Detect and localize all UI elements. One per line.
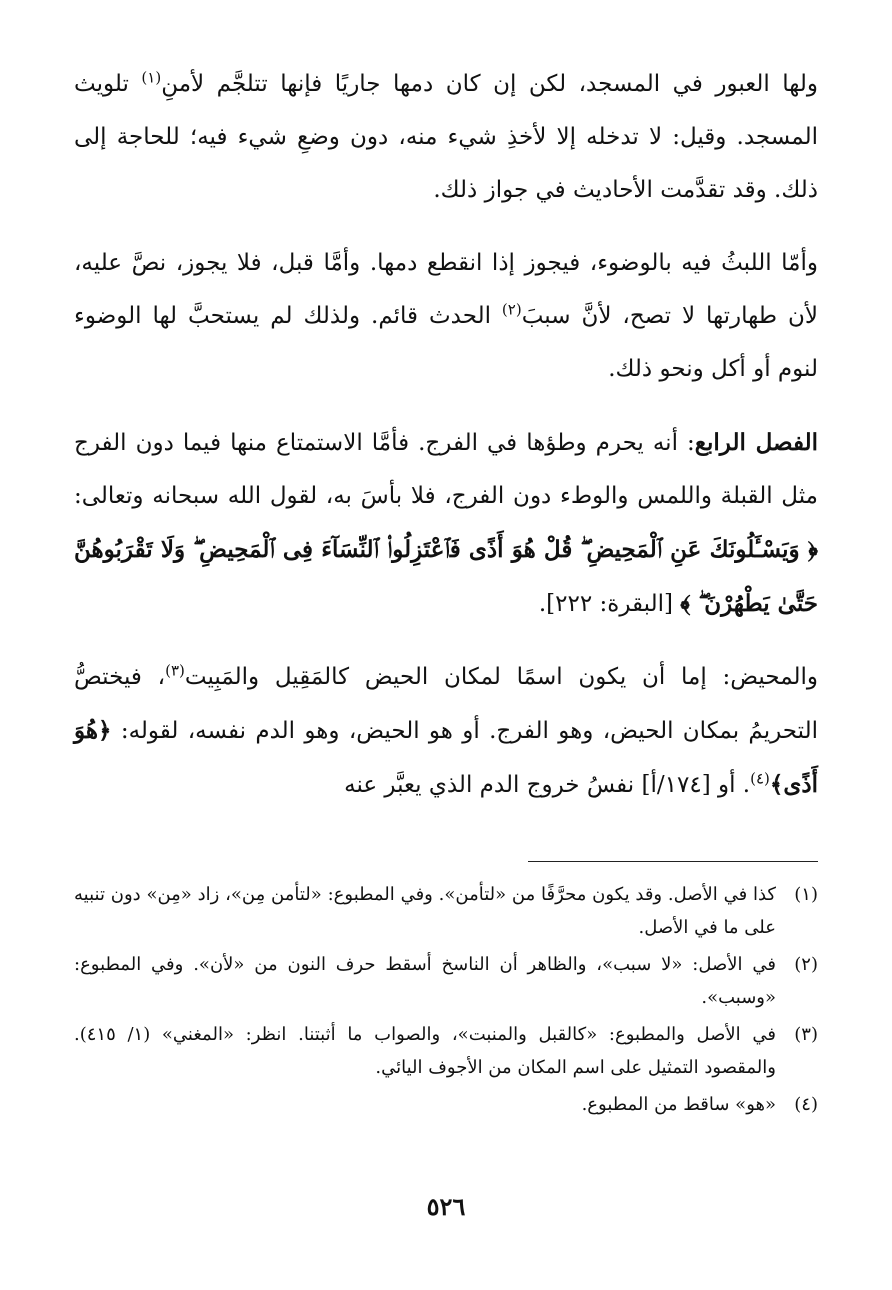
footnotes <box>74 878 818 1125</box>
footnote-number: (١) <box>794 884 818 905</box>
quran-quote: ﴿هُوَ أَذًى﴾ <box>74 717 818 798</box>
footnote-text: في الأصل: «لا سبب»، والظاهر أن الناسخ أسقط حرف النون من «لأن». وفي المطبوع: «وسبب». <box>74 954 776 1008</box>
paragraph-3 <box>74 416 818 631</box>
footnote-text: «هو» ساقط من المطبوع. <box>581 1094 776 1115</box>
paragraph-1-text-b: تلويث المسجد. وقيل: لا تدخله إلا لأخذِ شيء منه، دون وضعِ شيء فيه؛ للحاجة إلى ذلك. وقد تقدَّمت الأحاديث في جواز ذلك. <box>74 71 818 203</box>
paragraph-2 <box>74 237 818 396</box>
footnote-text: كذا في الأصل. وقد يكون محرَّفًا من «لتأمن». وفي المطبوع: «لتأمن مِن»، زاد «مِن» دون تنبيه على ما في الأصل. <box>74 884 776 938</box>
footnote-number: (٢) <box>794 954 818 975</box>
paragraph-3-text-a: : أنه يحرم وطؤها في الفرج. فأمَّا الاستمتاع منها فيما دون الفرج مثل القبلة واللمس والوطء دون الفرج، فلا بأسَ به، لقول الله سبحانه وتعالى: <box>74 430 818 509</box>
footnote-ref-1[interactable]: (١) <box>141 68 162 87</box>
footnote-text: في الأصل والمطبوع: «كالقبل والمنبت»، والصواب ما أثبتنا. انظر: «المغني» (١/ ٤١٥). والمقصود التمثيل على اسم المكان من الأجوف اليائي. <box>74 1024 776 1078</box>
footnote-ref-2[interactable]: (٢) <box>501 300 522 319</box>
page-number: ٥٢٦ <box>426 1192 466 1221</box>
section-heading: الفصل الرابع <box>694 429 818 456</box>
paragraph-1 <box>74 58 818 217</box>
footnote-3 <box>74 1018 818 1084</box>
footnote-4 <box>74 1088 818 1121</box>
verse-citation: [البقرة: ٢٢٢]. <box>538 591 681 617</box>
footnote-ref-4[interactable]: (٤) <box>750 769 770 788</box>
footnote-number: (٤) <box>794 1094 818 1115</box>
paragraph-1-text-a: ولها العبور في المسجد، لكن إن كان دمها جاريًا فإنها تتلجَّم لأمنِ <box>161 71 818 97</box>
paragraph-4-text-a: والمحيض: إما أن يكون اسمًا لمكان الحيض كالمَقِيل والمَبِيت <box>184 664 818 690</box>
paragraph-4 <box>74 651 818 812</box>
footnote-ref-3[interactable]: (٣) <box>165 661 185 680</box>
footnote-1 <box>74 878 818 944</box>
footnote-2 <box>74 948 818 1014</box>
footnote-number: (٣) <box>794 1024 818 1045</box>
paragraph-2-text-b: الحدث قائم. ولذلك لم يستحبَّ لها الوضوء لنوم أو أكل ونحو ذلك. <box>74 303 818 382</box>
footnote-divider <box>528 861 818 862</box>
main-text <box>74 58 818 832</box>
paragraph-4-text-c: . أو [١٧٤/أ] نفسُ خروج الدم الذي يعبَّر عنه <box>344 772 751 798</box>
quran-verse: ﴿ وَيَسْـَٔلُونَكَ عَنِ ٱلْمَحِيضِ ۖ قُلْ هُوَ أَذًى فَٱعْتَزِلُوا۟ ٱلنِّسَآءَ فِى ٱلْمَحِيضِ ۖ وَلَا تَقْرَبُوهُنَّ حَتَّىٰ يَطْهُرْنَ ۖ ﴾ <box>74 536 818 617</box>
paragraph-2-text-a: وأمّا اللبثُ فيه بالوضوء، فيجوز إذا انقطع دمها. وأمَّا قبل، فلا يجوز، نصَّ عليه، لأن طهارتها لا تصح، لأنَّ سببَ <box>74 250 819 329</box>
paragraph-4-text-b: ، فيختصُّ التحريمُ بمكان الحيض، وهو الفرج. أو هو الحيض، وهو الدم نفسه، لقوله: <box>74 664 818 744</box>
